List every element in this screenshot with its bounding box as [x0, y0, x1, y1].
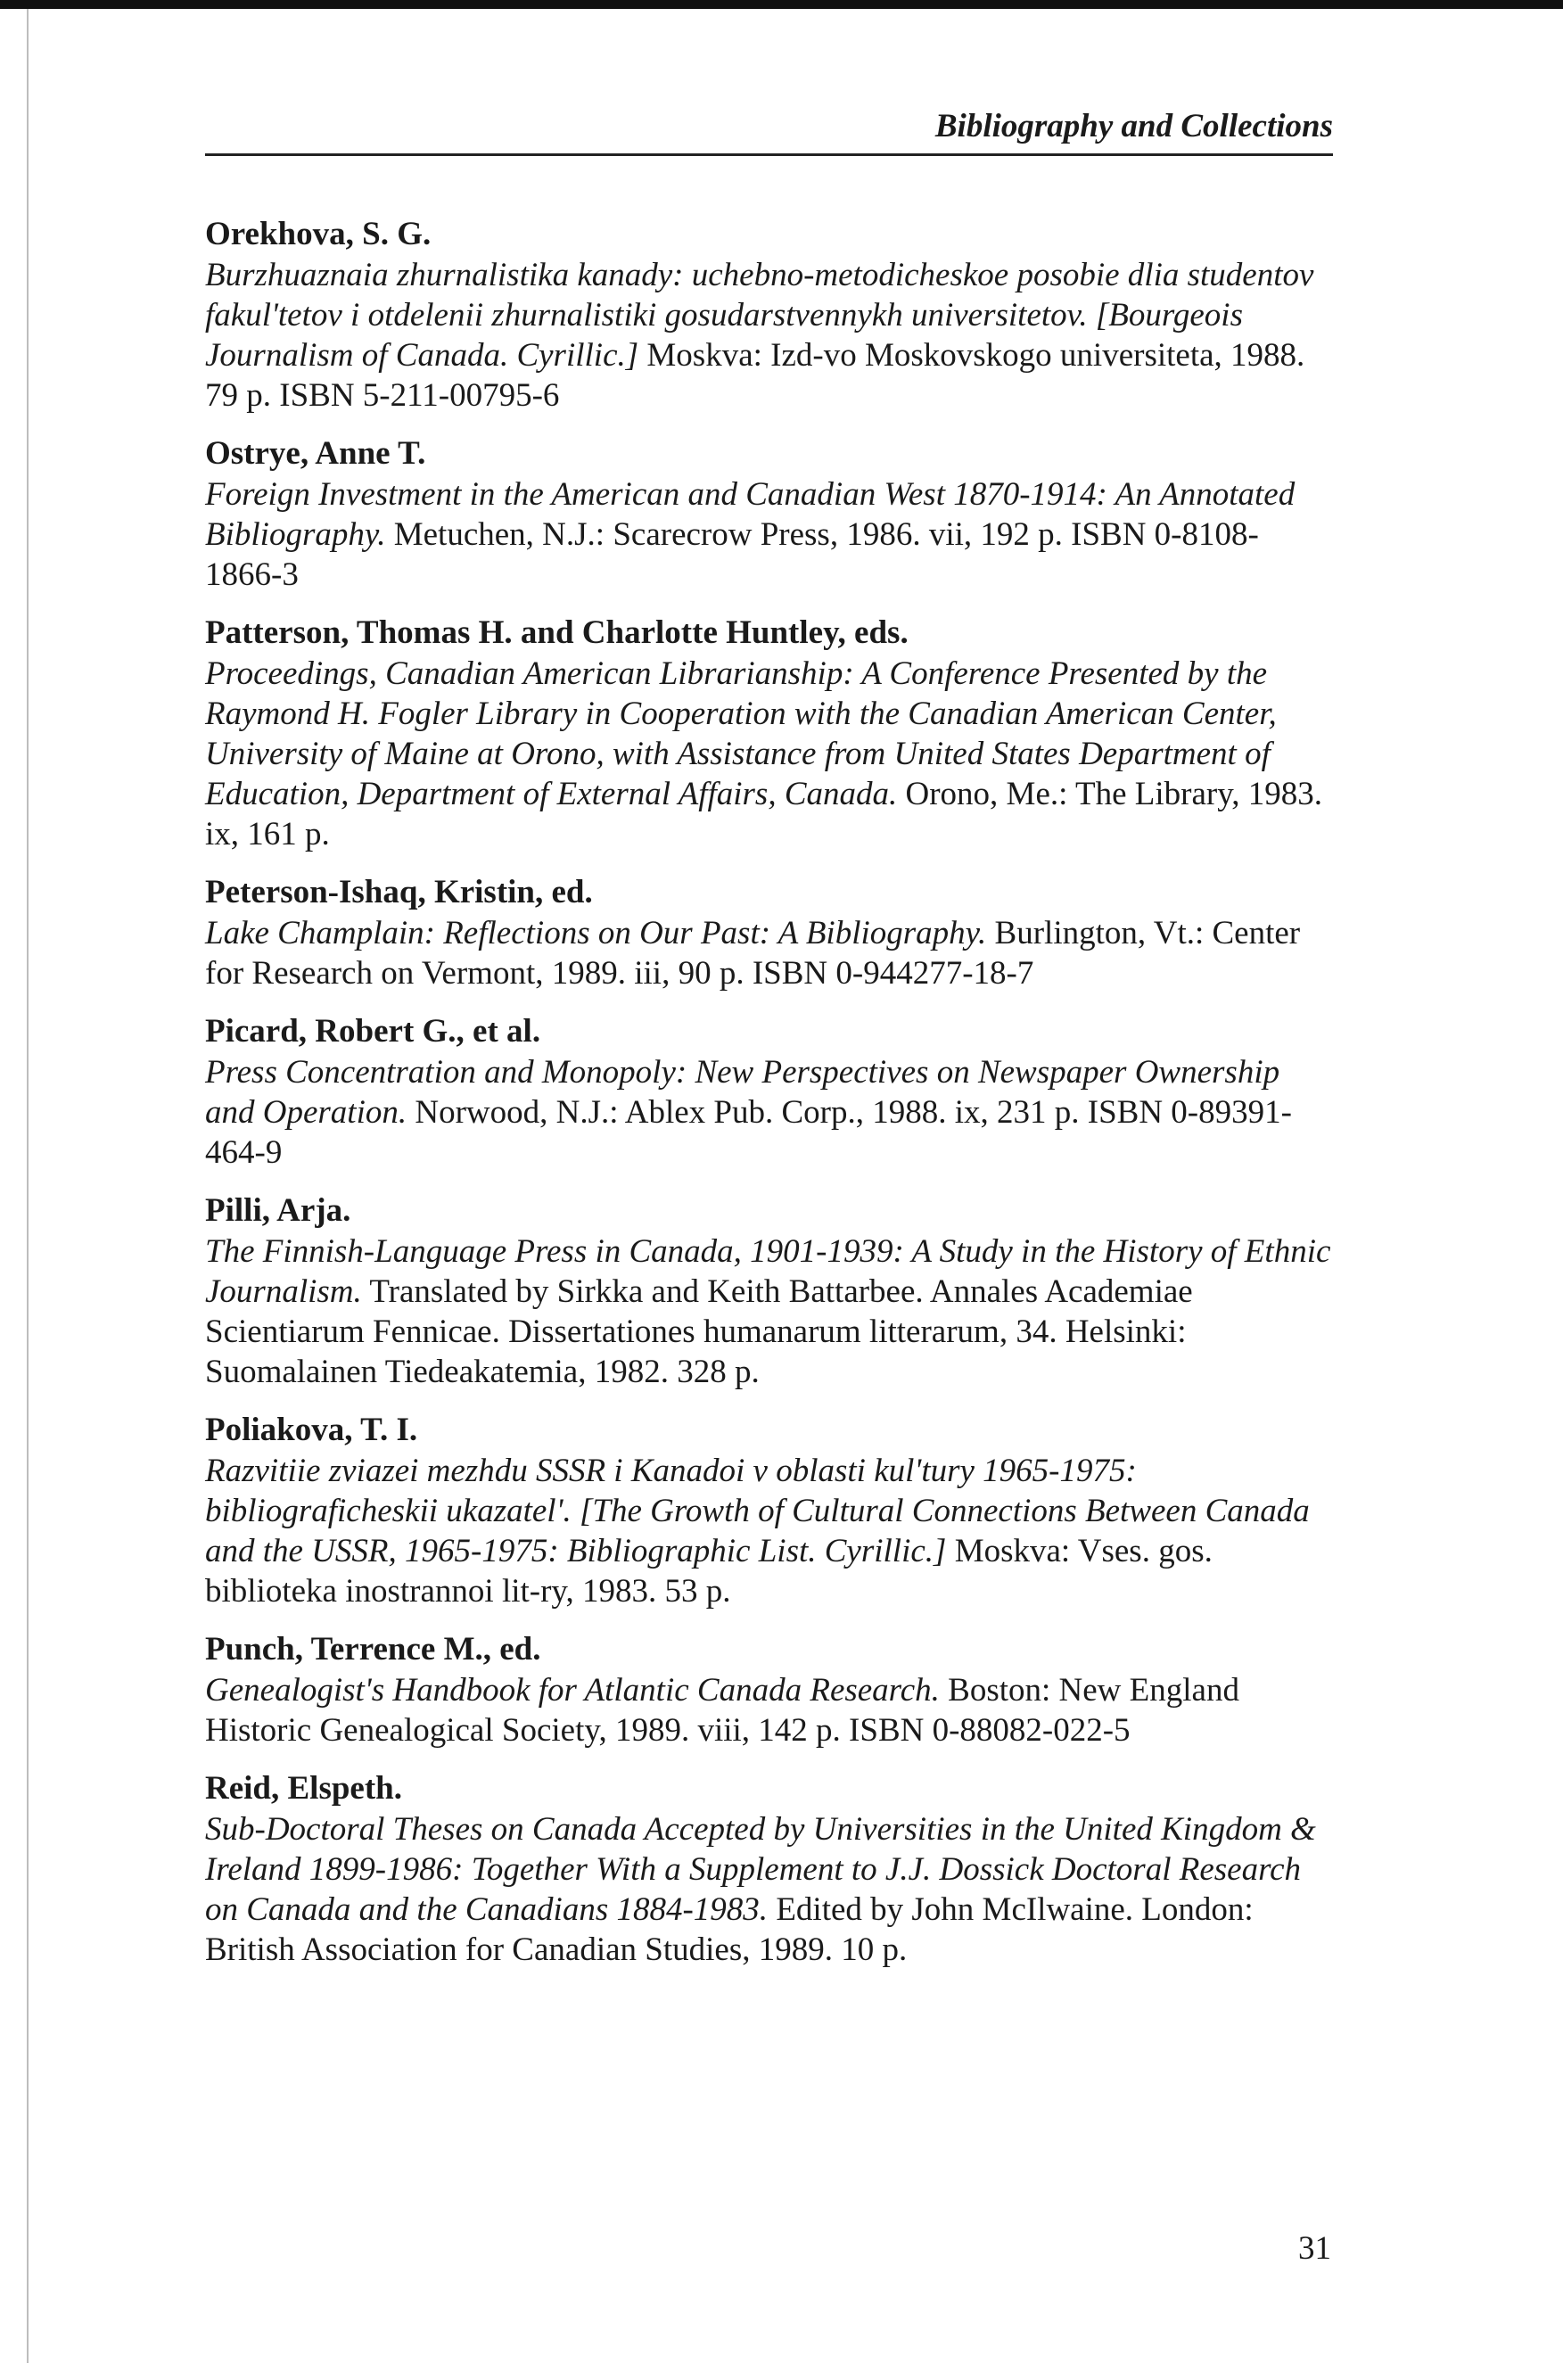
- entry-title: Burzhuaznaia zhurnalistika kanady: uchebno-metodicheskoe posobie dlia studentov fakul'tetov i otdelenii zhurnalistiki gosudarstvennykh universitetov. [Bourgeois Journalism of Canada. Cyrillic.]: [205, 257, 1314, 374]
- entry-publication: Translated by Sirkka and Keith Battarbee. Annales Academiae Scientiarum Fennicae. Dissertationes humanarum litterarum, 34. Helsinki: Suomalainen Tiedeakatemia, 1982. 328 p.: [205, 1273, 1193, 1390]
- bibliography-entry: [205, 1410, 1336, 1611]
- entry-publication: Boston: New England Historic Genealogical Society, 1989. viii, 142 p. ISBN 0-88082-022-5: [205, 1672, 1239, 1749]
- entry-author: Reid, Elspeth.: [205, 1770, 403, 1807]
- entry-title: Razvitiie zviazei mezhdu SSSR i Kanadoi v oblasti kul'tury 1965-1975: bibliograficheskii ukazatel'. [The Growth of Cultural Connections Between Canada and the USSR, 1965-1975: Bibliographic List. Cyrillic.]: [205, 1453, 1310, 1569]
- bibliography-entry: [205, 214, 1336, 416]
- entry-citation: [205, 474, 1336, 595]
- entry-publication: Burlington, Vt.: Center for Research on Vermont, 1989. iii, 90 p. ISBN 0-944277-18-7: [205, 915, 1301, 992]
- entry-author: Pilli, Arja.: [205, 1192, 351, 1229]
- entry-author: Picard, Robert G., et al.: [205, 1013, 541, 1050]
- entry-publication: Edited by John McIlwaine. London: British Association for Canadian Studies, 1989. 10 p.: [205, 1891, 1254, 1968]
- entry-title: Sub-Doctoral Theses on Canada Accepted by Universities in the United Kingdom & Ireland 1899-1986: Together With a Supplement to J.J. Dossick Doctoral Research on Canada and the Canadians 1884-1983.: [205, 1811, 1316, 1928]
- entry-author: Patterson, Thomas H. and Charlotte Huntley, eds.: [205, 614, 909, 651]
- page-number: 31: [1298, 2230, 1331, 2267]
- bibliography-entry: [205, 433, 1336, 595]
- entry-title: Proceedings, Canadian American Librarianship: A Conference Presented by the Raymond H. Fogler Library in Cooperation with the Canadian American Center, University of Maine at Orono, with Assistance from United States Department of Education, Department of External Affairs, Canada.: [205, 655, 1277, 812]
- entry-title: Foreign Investment in the American and Canadian West 1870-1914: An Annotated Bibliography.: [205, 476, 1296, 553]
- entry-author: Orekhova, S. G.: [205, 216, 432, 252]
- entry-title: Press Concentration and Monopoly: New Perspectives on Newspaper Ownership and Operation.: [205, 1054, 1280, 1131]
- scan-edge-left: [27, 9, 29, 2363]
- entry-author: Peterson-Ishaq, Kristin, ed.: [205, 874, 593, 910]
- entry-citation: [205, 1809, 1336, 1970]
- bibliography-entry: [205, 872, 1336, 993]
- bibliography-list: [205, 214, 1336, 1988]
- entry-citation: [205, 1231, 1336, 1392]
- bibliography-entry: [205, 1011, 1336, 1173]
- entry-citation: [205, 1052, 1336, 1173]
- entry-citation: [205, 654, 1336, 854]
- bibliography-entry: [205, 1190, 1336, 1392]
- entry-publication: Metuchen, N.J.: Scarecrow Press, 1986. vii, 192 p. ISBN 0-8108-1866-3: [205, 516, 1259, 593]
- entry-title: Lake Champlain: Reflections on Our Past: A Bibliography.: [205, 915, 987, 951]
- entry-author: Poliakova, T. I.: [205, 1412, 418, 1448]
- header-title: Bibliography and Collections: [934, 108, 1333, 144]
- bibliography-entry: [205, 613, 1336, 854]
- entry-publication: Moskva: Vses. gos. biblioteka inostrannoi lit-ry, 1983. 53 p.: [205, 1533, 1213, 1610]
- entry-citation: [205, 1670, 1336, 1750]
- bibliography-entry: [205, 1629, 1336, 1750]
- entry-citation: [205, 1451, 1336, 1611]
- entry-citation: [205, 255, 1336, 416]
- running-header: [205, 98, 1333, 156]
- entry-author: Punch, Terrence M., ed.: [205, 1631, 541, 1668]
- bibliography-entry: [205, 1768, 1336, 1970]
- entry-publication: Moskva: Izd-vo Moskovskogo universiteta, 1988. 79 p. ISBN 5-211-00795-6: [205, 337, 1305, 414]
- scan-edge-top: [0, 0, 1563, 9]
- entry-citation: [205, 913, 1336, 993]
- entry-title: The Finnish-Language Press in Canada, 1901-1939: A Study in the History of Ethnic Journalism.: [205, 1233, 1331, 1310]
- entry-publication: Norwood, N.J.: Ablex Pub. Corp., 1988. ix, 231 p. ISBN 0-89391-464-9: [205, 1094, 1292, 1171]
- entry-author: Ostrye, Anne T.: [205, 435, 426, 472]
- entry-publication: Orono, Me.: The Library, 1983. ix, 161 p.: [205, 776, 1323, 852]
- entry-title: Genealogist's Handbook for Atlantic Canada Research.: [205, 1672, 940, 1709]
